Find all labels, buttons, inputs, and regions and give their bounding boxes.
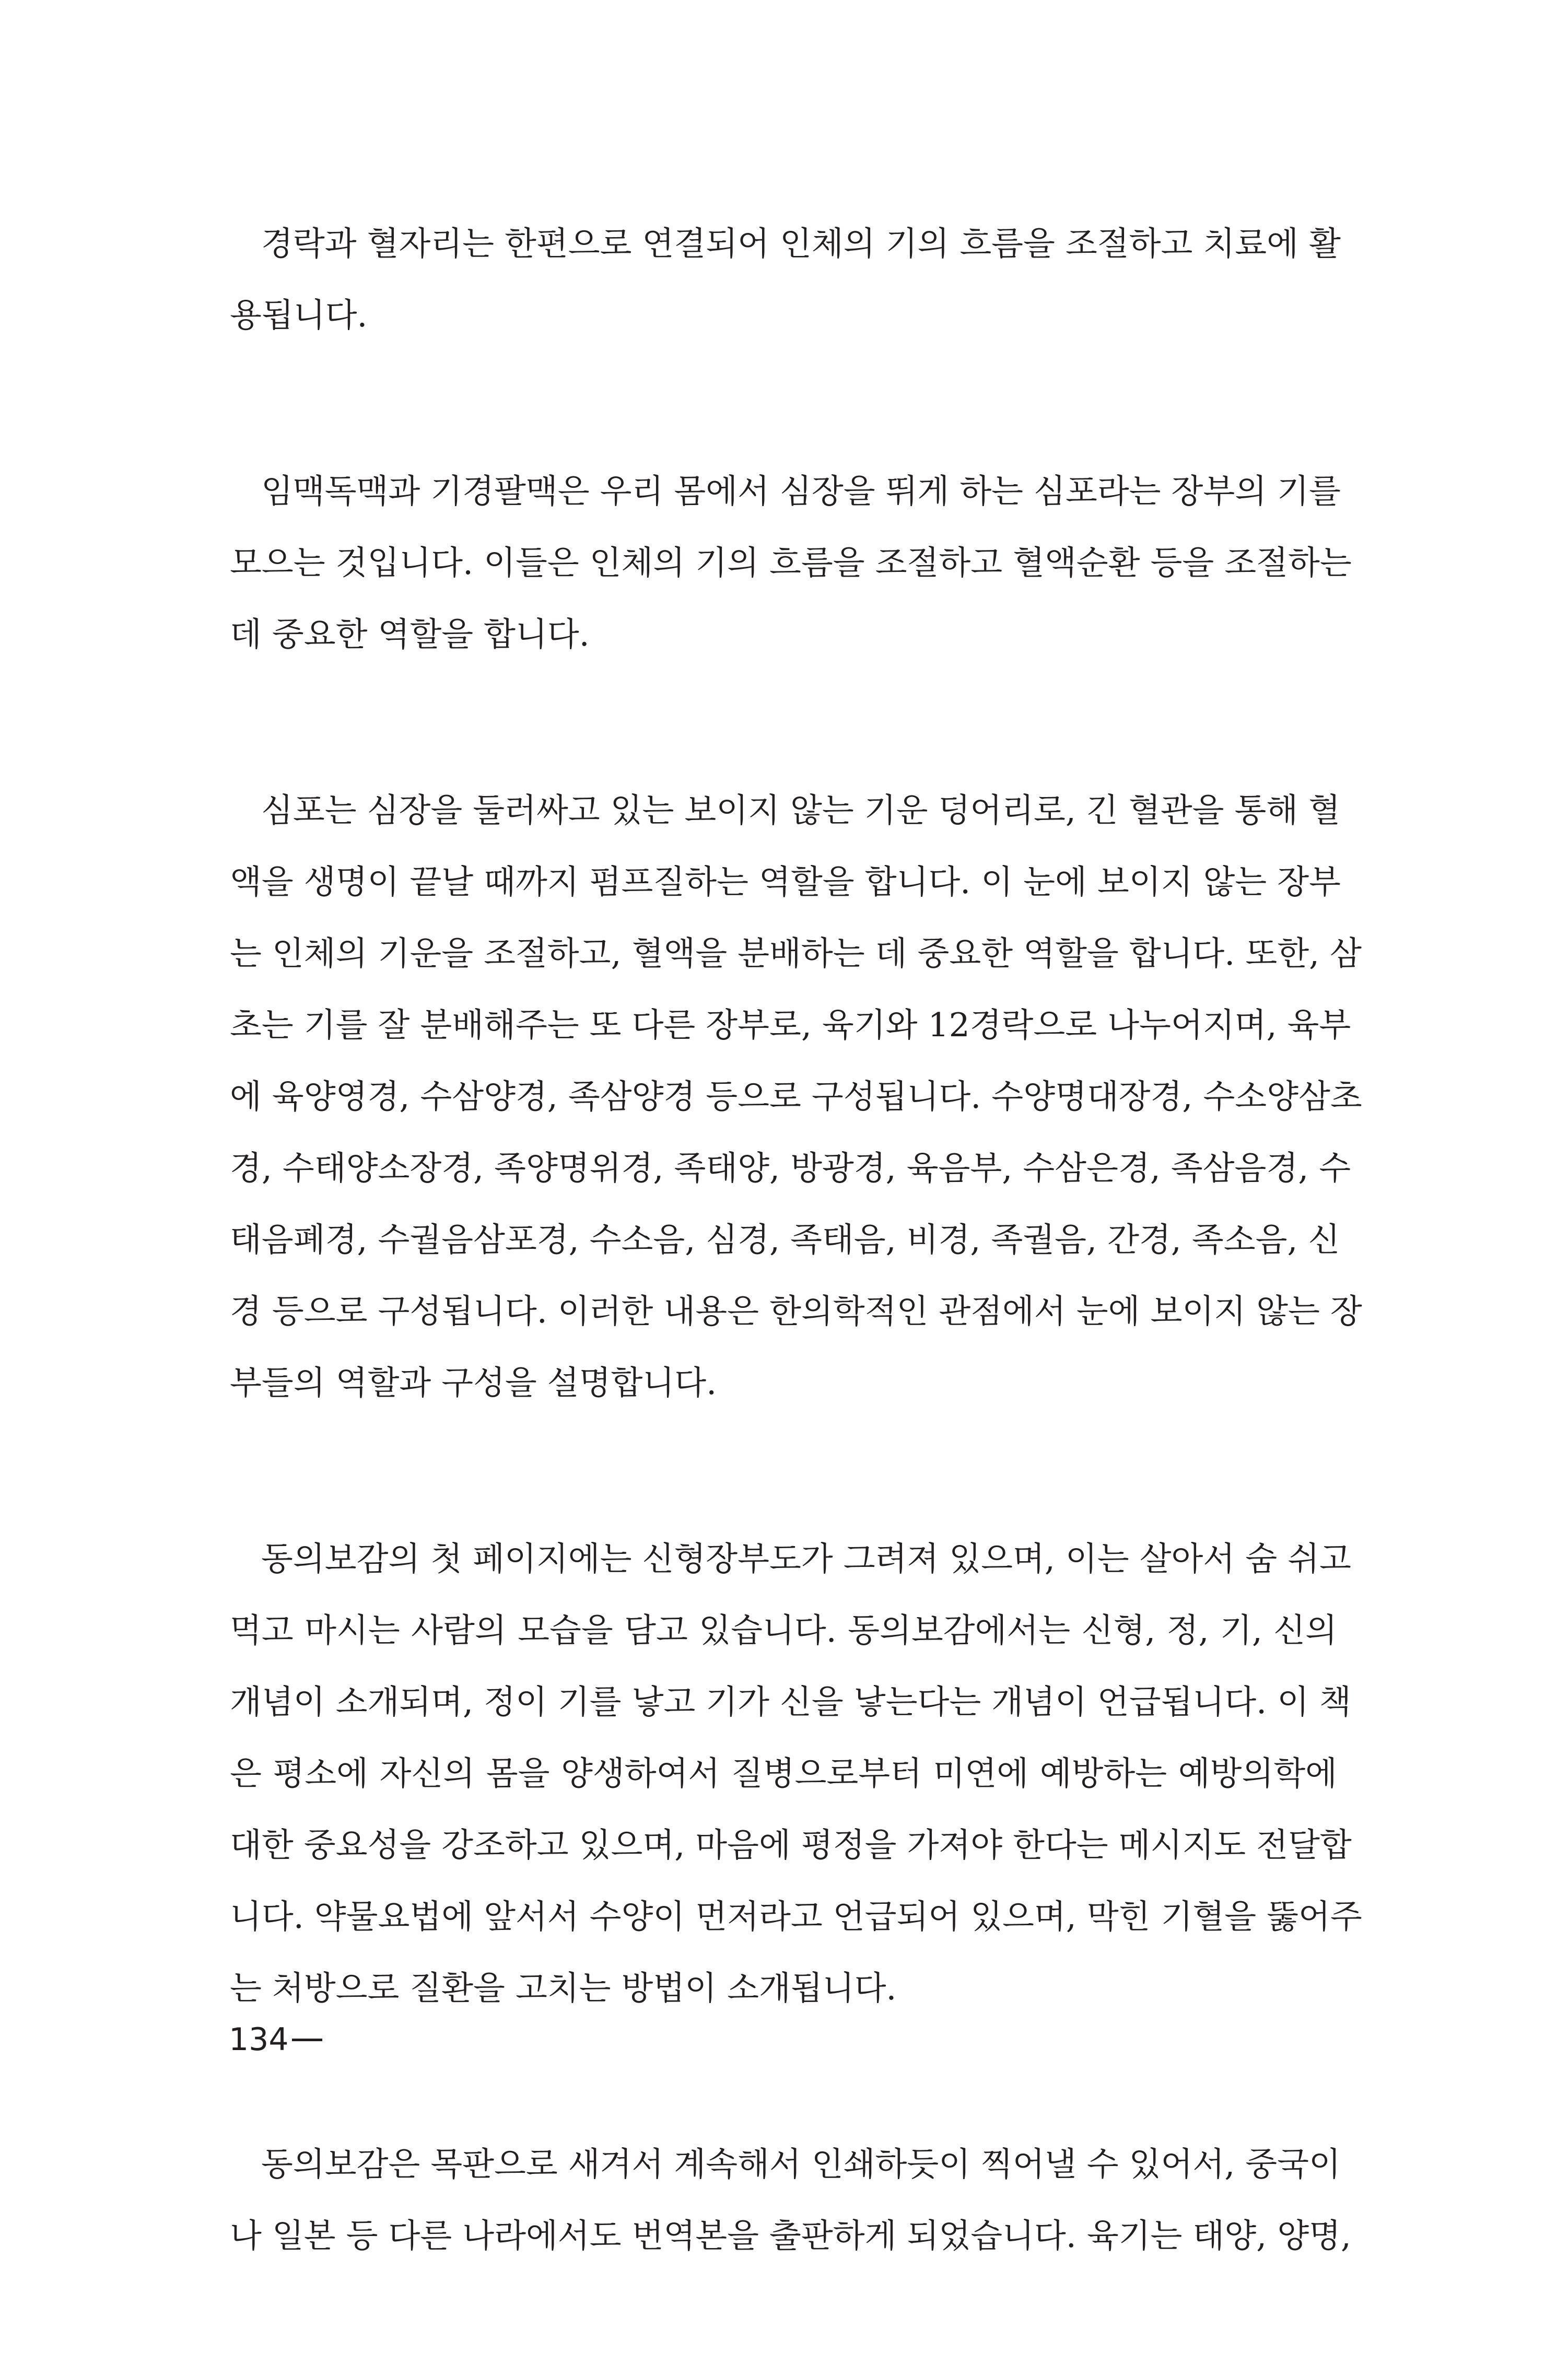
text-line: 동의보감의 첫 페이지에는 신형장부도가 그려져 있으며, 이는 살아서 숨 쉬고 (261, 1540, 1351, 1578)
text-line: 동의보감은 목판으로 새겨서 계속해서 인쇄하듯이 찍어낼 수 있어서, 중국이 (261, 2145, 1341, 2183)
paragraph-2 (230, 455, 1352, 670)
text-line: 경, 수태양소장경, 족양명위경, 족태양, 방광경, 육음부, 수삼은경, 족삼음경, 수 (230, 1149, 1351, 1187)
text-line: 용됩니다. (230, 296, 368, 334)
text-line: 임맥독맥과 기경팔맥은 우리 몸에서 심장을 뛰게 하는 심포라는 장부의 기를 (261, 472, 1341, 510)
text-line: 니다. 약물요법에 앞서서 수양이 먼저라고 언급되어 있으며, 막힌 기혈을 뚫어주 (230, 1898, 1362, 1936)
paragraph-3 (230, 775, 1362, 1419)
text-line: 은 평소에 자신의 몸을 양생하여서 질병으로부터 미연에 예방하는 예방의학에 (230, 1754, 1337, 1793)
text-line: 는 인체의 기운을 조절하고, 혈액을 분배하는 데 중요한 역할을 합니다. 또한, 삼 (230, 934, 1362, 973)
text-line: 태음폐경, 수궐음삼포경, 수소음, 심경, 족태음, 비경, 족궐음, 간경, 족소음, 신 (230, 1221, 1340, 1259)
text-line: 액을 생명이 끝날 때까지 펌프질하는 역할을 합니다. 이 눈에 보이지 않는 장부 (230, 863, 1341, 901)
text-line: 모으는 것입니다. 이들은 인체의 기의 흐름을 조절하고 혈액순환 등을 조절하는 (230, 544, 1352, 582)
paragraph-5 (230, 2128, 1351, 2272)
text-line: 대한 중요성을 강조하고 있으며, 마음에 평정을 가져야 한다는 메시지도 전달합 (230, 1826, 1352, 1864)
text-line: 부들의 역할과 구성을 설명합니다. (230, 1364, 717, 1402)
text-line: 에 육양영경, 수삼양경, 족삼양경 등으로 구성됩니다. 수양명대장경, 수소양삼초 (230, 1078, 1362, 1116)
text-line: 는 처방으로 질환을 고치는 방법이 소개됩니다. (230, 1969, 897, 2007)
text-line: 경락과 혈자리는 한편으로 연결되어 인체의 기의 흐름을 조절하고 치료에 활 (261, 225, 1341, 263)
page-number-dash (292, 2039, 322, 2041)
text-line: 경 등으로 구성됩니다. 이러한 내용은 한의학적인 관점에서 눈에 보이지 않는 장 (230, 1292, 1362, 1330)
body-text (230, 208, 1362, 2376)
text-line: 개념이 소개되며, 정이 기를 낳고 기가 신을 낳는다는 개념이 언급됩니다. 이 책 (230, 1683, 1351, 1721)
paragraph-1 (230, 208, 1341, 351)
text-line: 먹고 마시는 사람의 모습을 담고 있습니다. 동의보감에서는 신형, 정, 기, 신의 (230, 1611, 1337, 1649)
text-line: 초는 기를 잘 분배해주는 또 다른 장부로, 육기와 12경락으로 나누어지며, 육부 (230, 1006, 1351, 1044)
text-line: 나 일본 등 다른 나라에서도 번역본을 출판하게 되었습니다. 육기는 태양, 양명, (230, 2217, 1351, 2255)
page-number (229, 2019, 322, 2061)
text-line: 데 중요한 역할을 합니다. (230, 615, 590, 653)
text-line: 심포는 심장을 둘러싸고 있는 보이지 않는 기운 덩어리로, 긴 혈관을 통해 혈 (261, 791, 1341, 829)
paragraph-4 (230, 1523, 1362, 2024)
page-number-value: 134 (229, 2021, 289, 2058)
